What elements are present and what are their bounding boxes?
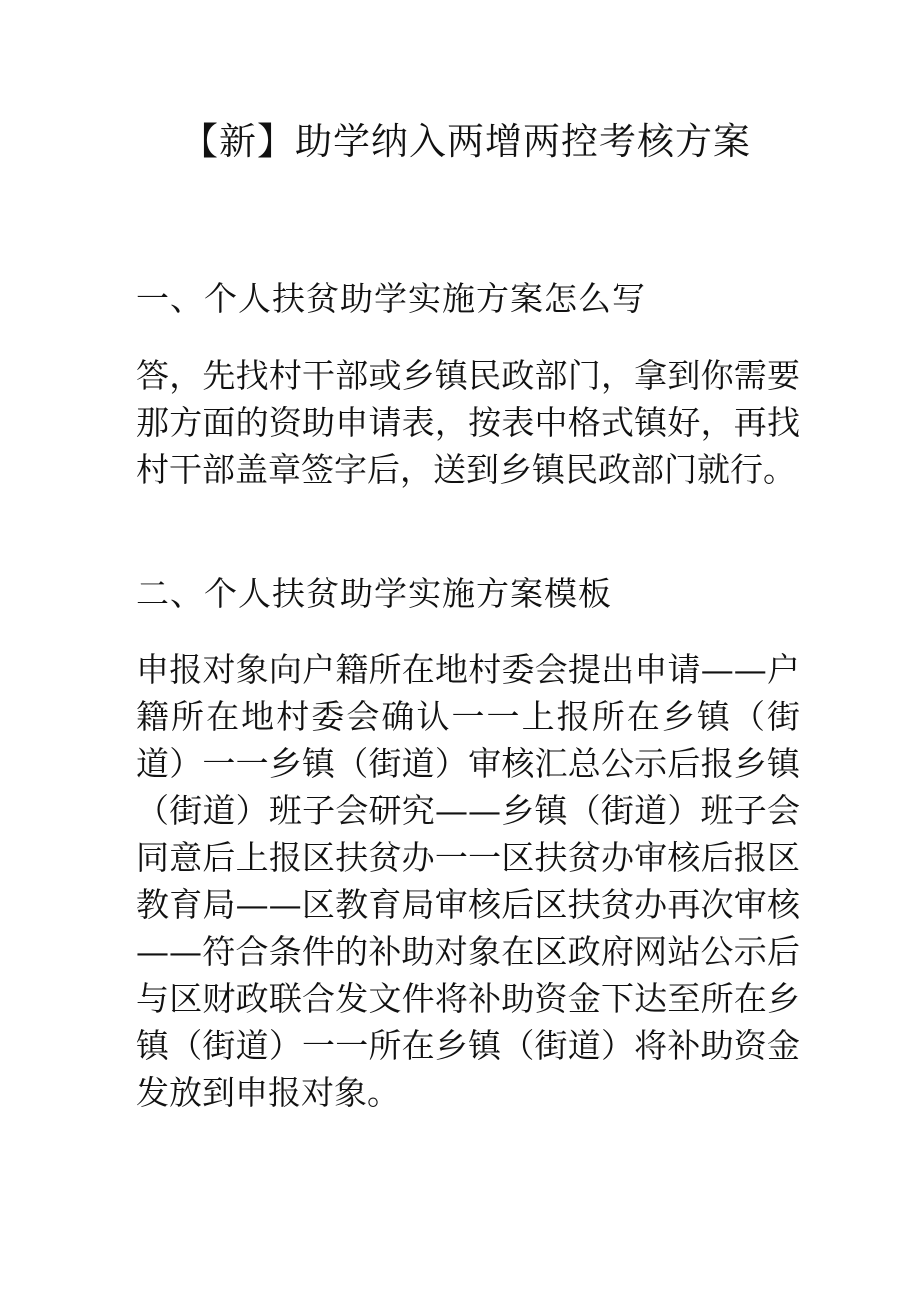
- section-1-heading: 一、个人扶贫助学实施方案怎么写: [136, 279, 646, 318]
- section-2-body: 申报对象向户籍所在地村委会提出申请——户籍所在地村委会确认一一上报所在乡镇（街道）一一乡镇（街道）审核汇总公示后报乡镇（街道）班子会研究——乡镇（街道）班子会同意后上报区扶贫办一一区扶贫办审核后报区教育局——区教育局审核后区扶贫办再次审核——符合条件的补助对象在区政府网站公示后与区财政联合发文件将补助资金下达至所在乡镇（街道）一一所在乡镇（街道）将补助资金发放到申报对象。: [136, 650, 800, 1112]
- section-1-body: 答，先找村干部或乡镇民政部门，拿到你需要那方面的资助申请表，按表中格式镇好，再找村干部盖章签字后，送到乡镇民政部门就行。: [136, 356, 800, 489]
- document-title: 【新】助学纳入两增两控考核方案: [181, 120, 751, 163]
- section-2-heading: 二、个人扶贫助学实施方案模板: [136, 574, 612, 613]
